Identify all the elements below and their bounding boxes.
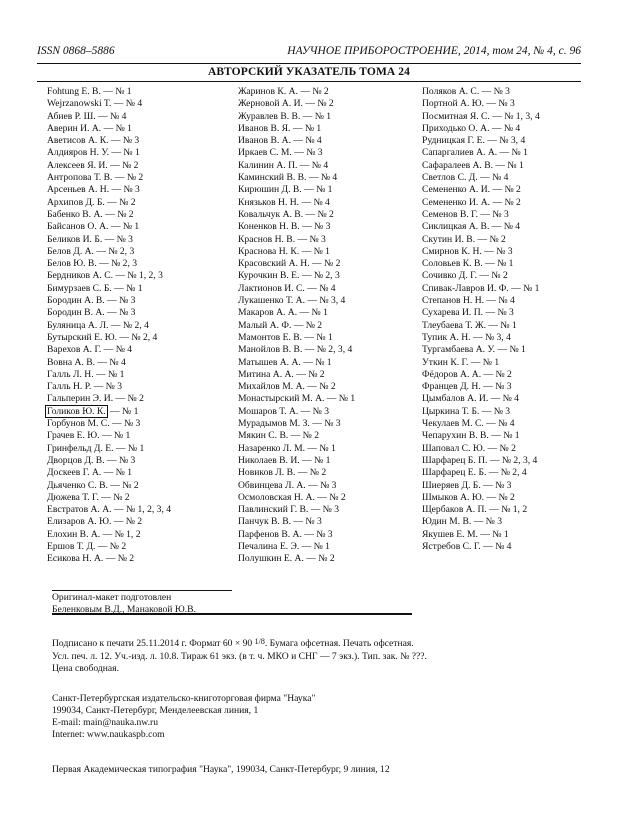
author-entry — [47, 406, 171, 418]
prepared-line-1: Оригинал-макет подготовлен — [52, 592, 172, 603]
author-entry: Цыркина Т. Б. — № 3 — [422, 405, 511, 417]
print-info — [52, 636, 427, 676]
author-entry: Посмитная Я. С. — № 1, 3, 4 — [422, 110, 540, 122]
author-entry: Аветисов А. К. — № 3 — [47, 135, 140, 147]
author-entry: Каминский В. В. — № 4 — [238, 172, 338, 184]
author-name-boxed: Голиков Ю. К. — [47, 405, 106, 417]
author-entry: Курочкин В. Е. — № 2, 3 — [238, 270, 340, 282]
author-entry: Манойлов В. В. — № 2, 3, 4 — [238, 344, 353, 356]
author-entry: Иванов В. А. — № 4 — [238, 135, 322, 147]
author-entry: Панчук В. В. — № 3 — [238, 516, 322, 528]
author-entry: Шарфарец Е. Б. — № 2, 4 — [422, 467, 527, 479]
author-entry: Галль Л. Н. — № 1 — [47, 368, 125, 380]
author-entry: Бородин А. В. — № 3 — [47, 295, 136, 307]
author-issues: — № 1 — [107, 405, 139, 417]
page-title: АВТОРСКИЙ УКАЗАТЕЛЬ ТОМА 24 — [208, 66, 410, 78]
title-rule — [37, 81, 581, 82]
author-entry: Шиеряев Д. Б. — № 3 — [422, 479, 512, 491]
author-entry: Гринфельд Д. Е. — № 1 — [47, 442, 145, 454]
typography-info: Первая Академическая типография "Наука", 199034, Санкт-Петербург, 9 линия, 12 — [52, 764, 390, 775]
publisher-info — [52, 693, 315, 741]
print-line-2: Усл. печ. л. 12. Уч.-изд. л. 10.8. Тираж 61 экз. (в т. ч. МКО и СНГ — 7 экз.). Тип. зак. № ???. — [52, 650, 427, 662]
author-entry: Доскеев Г. А. — № 1 — [47, 467, 133, 479]
author-entry: Алдияров Н. У. — № 1 — [47, 147, 140, 159]
author-entry: Лукашенко Т. А. — № 3, 4 — [238, 295, 346, 307]
author-entry: Сафаралеев А. В. — № 1 — [422, 159, 524, 171]
author-entry: Павлинский Г. В. — № 3 — [238, 504, 340, 516]
header-rule — [37, 63, 581, 64]
author-entry: Осмоловская Н. А. — № 2 — [238, 491, 346, 503]
publisher-address: 199034, Санкт-Петербург, Менделеевская линия, 1 — [52, 705, 259, 716]
author-entry: Францев Д. Н. — № 3 — [422, 381, 512, 393]
author-entry: Новиков Л. В. — № 2 — [238, 467, 327, 479]
author-entry: Степанов Н. Н. — № 4 — [422, 295, 515, 307]
publisher-name: Санкт-Петербургская издательско-книготорговая фирма "Наука" — [52, 693, 316, 704]
author-entry: Краснова Н. К. — № 1 — [238, 245, 330, 257]
author-entry: Макаров А. А. — № 1 — [238, 307, 328, 319]
author-entry: Тлеубаева Т. Ж. — № 1 — [422, 319, 517, 331]
author-entry: Коненков Н. В. — № 3 — [238, 221, 331, 233]
author-entry: Журавлев В. В. — № 1 — [238, 110, 332, 122]
print-line-1-a: Подписано к печати 25.11.2014 г. Формат 60 × 90 — [52, 638, 253, 649]
author-entry: Николаев В. И. — № 1 — [238, 454, 331, 466]
author-entry: Белов Д. А. — № 2, 3 — [47, 245, 135, 257]
author-entry: Светлов С. Д. — № 4 — [422, 172, 509, 184]
author-entry: Полушкин Е. А. — № 2 — [238, 553, 335, 565]
author-entry: Печалина Е. Э. — № 1 — [238, 540, 330, 552]
author-entry: Жаринов К. А. — № 2 — [238, 86, 329, 97]
author-entry: Сиклицкая А. В. — № 4 — [422, 221, 521, 233]
author-entry: Варехов А. Г. — № 4 — [47, 344, 133, 356]
author-entry: Якушев Е. М. — № 1 — [422, 528, 509, 540]
author-entry: Байсанов О. А. — № 1 — [47, 221, 140, 233]
author-entry: Князьков Н. Н. — № 4 — [238, 196, 330, 208]
author-entry: Есикова Н. А. — № 2 — [47, 553, 135, 565]
author-entry: Беликов И. Б. — № 3 — [47, 233, 133, 245]
prepared-bottom-rule — [52, 613, 412, 615]
author-entry: Бородин В. А. — № 3 — [47, 307, 136, 319]
author-entry: Бабенко В. А. — № 2 — [47, 208, 134, 220]
author-entry: Fohtung E. B. — № 1 — [47, 86, 132, 97]
author-entry: Сухарева И. П. — № 3 — [422, 307, 514, 319]
author-entry: Бимурзаев С. Б. — № 1 — [47, 282, 143, 294]
prepared-line-2: Беленковым В.Д., Манаковой Ю.В. — [52, 604, 196, 615]
author-entry: Спивак-Лавров И. Ф. — № 1 — [422, 282, 540, 294]
author-entry: Семенов В. Г. — № 3 — [422, 208, 509, 220]
author-entry: Шарфарец Б. П. — № 2, 3, 4 — [422, 454, 538, 466]
author-entry: Чепарухин В. В. — № 1 — [422, 430, 520, 442]
author-entry: Абиев Р. Ш. — № 4 — [47, 110, 127, 122]
print-line-1 — [52, 636, 427, 651]
author-entry: Мурадымов М. З. — № 3 — [238, 418, 341, 430]
author-entry: Елизаров А. Ю. — № 2 — [47, 516, 143, 528]
author-entry: Мамонтов Е. В. — № 1 — [238, 331, 333, 343]
author-entry: Мякин С. В. — № 2 — [238, 430, 320, 442]
index-column-2 — [238, 86, 355, 566]
format-fraction: 1/8 — [254, 637, 265, 646]
author-entry: Митина А. А. — № 2 — [238, 368, 325, 380]
author-entry: Калинин А. П. — № 4 — [238, 159, 329, 171]
author-entry: Фёдоров А. А. — № 2 — [422, 368, 512, 380]
author-entry: Уткин К. Г. — № 1 — [422, 356, 500, 368]
author-entry: Ковальчук А. В. — № 2 — [238, 208, 334, 220]
author-entry: Парфенов В. А. — № 3 — [238, 528, 333, 540]
author-entry: Вовна А. В. — № 4 — [47, 356, 126, 368]
author-entry: Цымбалов А. И. — № 4 — [422, 393, 519, 405]
author-entry: Дворцов Д. В. — № 3 — [47, 454, 136, 466]
author-entry: Горбунов М. С. — № 3 — [47, 418, 141, 430]
author-entry: Рудницкая Г. Е. — № 3, 4 — [422, 135, 526, 147]
author-entry: Антропова Т. В. — № 2 — [47, 172, 144, 184]
author-entry: Малый А. Ф. — № 2 — [238, 319, 323, 331]
author-entry: Матышев А. А. — № 1 — [238, 356, 332, 368]
index-column-3 — [422, 86, 540, 553]
author-entry: Щербаков А. П. — № 1, 2 — [422, 504, 528, 516]
publisher-email: E-mail: main@nauka.nw.ru — [52, 717, 158, 728]
author-entry: Назаренко Л. М. — № 1 — [238, 442, 336, 454]
author-entry: Сочивко Д. Г. — № 2 — [422, 270, 508, 282]
author-entry: Тупик А. Н. — № 3, 4 — [422, 331, 511, 343]
author-entry: Шмыков А. Ю. — № 2 — [422, 491, 515, 503]
author-entry: Арсеньев А. Н. — № 3 — [47, 184, 140, 196]
author-entry: Аверин И. А. — № 1 — [47, 122, 132, 134]
author-entry: Краснов Н. В. — № 3 — [238, 233, 326, 245]
author-entry: Портной А. Ю. — № 3 — [422, 98, 515, 110]
author-entry: Жерновой А. И. — № 2 — [238, 98, 334, 110]
publisher-internet: Internet: www.naukaspb.com — [52, 729, 165, 740]
author-entry: Wejrzanowski T. — № 4 — [47, 98, 143, 110]
author-entry: Мошаров Т. А. — № 3 — [238, 405, 330, 417]
author-entry: Красовский А. Н. — № 2 — [238, 258, 341, 270]
author-entry: Кирюшин Д. В. — № 1 — [238, 184, 333, 196]
author-entry: Соловьев К. В. — № 1 — [422, 258, 514, 270]
author-entry: Бутырский Е. Ю. — № 2, 4 — [47, 331, 158, 343]
author-entry: Галль Н. Р. — № 3 — [47, 381, 122, 393]
author-entry: Ершов Т. Д. — № 2 — [47, 540, 127, 552]
author-entry: Монастырский М. А. — № 1 — [238, 393, 356, 405]
author-entry: Сапаргалиев А. А. — № 1 — [422, 147, 528, 159]
issn: ISSN 0868–5886 — [37, 45, 115, 57]
author-entry: Обвинцева Л. А. — № 3 — [238, 479, 337, 491]
author-entry: Бердников А. С. — № 1, 2, 3 — [47, 270, 163, 282]
author-entry: Елохин В. А. — № 1, 2 — [47, 528, 141, 540]
prepared-rule — [52, 590, 232, 591]
author-entry: Чекулаев М. С. — № 4 — [422, 418, 515, 430]
author-entry: Иркаев С. М. — № 3 — [238, 147, 323, 159]
author-entry: Шаповал С. Ю. — № 2 — [422, 442, 516, 454]
author-entry: Приходько О. А. — № 4 — [422, 122, 521, 134]
author-entry: Дюжева Т. Г. — № 2 — [47, 491, 130, 503]
author-entry: Михайлов М. А. — № 2 — [238, 381, 336, 393]
journal-reference: НАУЧНОЕ ПРИБОРОСТРОЕНИЕ, 2014, том 24, № 4, с. 96 — [287, 45, 581, 57]
author-entry: Смирнов К. Н. — № 3 — [422, 245, 513, 257]
author-entry: Лактионов И. С. — № 4 — [238, 282, 336, 294]
author-entry: Поляков А. С. — № 3 — [422, 86, 510, 97]
print-line-3: Цена свободная. — [52, 663, 119, 674]
author-entry: Юдин М. В. — № 3 — [422, 516, 503, 528]
author-entry: Алексеев Я. И. — № 2 — [47, 159, 139, 171]
author-entry: Буляница А. Л. — № 2, 4 — [47, 319, 149, 331]
author-entry: Тургамбаева А. У. — № 1 — [422, 344, 526, 356]
author-entry: Архипов Д. Б. — № 2 — [47, 196, 136, 208]
author-entry: Семененко И. А. — № 2 — [422, 196, 521, 208]
author-entry: Ястребов С. Г. — № 4 — [422, 540, 512, 552]
author-entry: Семененко А. И. — № 2 — [422, 184, 521, 196]
author-entry: Гальперин Э. И. — № 2 — [47, 393, 144, 405]
author-entry: Иванов В. Я. — № 1 — [238, 122, 322, 134]
index-column-1 — [47, 86, 171, 566]
author-entry: Дьяченко С. В. — № 2 — [47, 479, 139, 491]
author-entry: Скутин И. В. — № 2 — [422, 233, 506, 245]
author-entry: Белов Ю. В. — № 2, 3 — [47, 258, 138, 270]
print-line-1-b: . Бумага офсетная. Печать офсетная. — [264, 638, 414, 649]
author-entry: Грачев Е. Ю. — № 1 — [47, 430, 131, 442]
author-entry: Евстратов А. А. — № 1, 2, 3, 4 — [47, 504, 172, 516]
